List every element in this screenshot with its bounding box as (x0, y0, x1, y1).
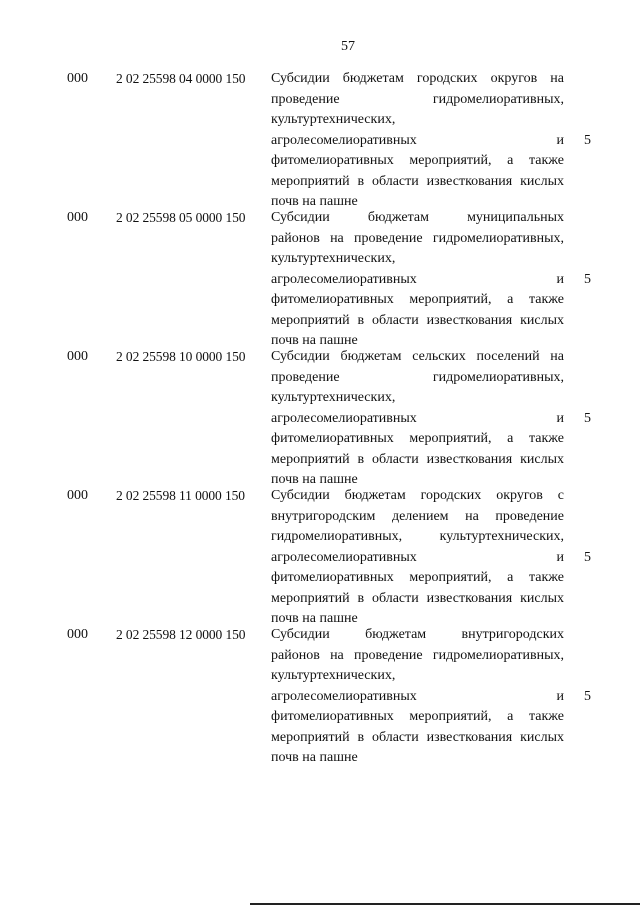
kbk-cell: 2 02 25598 12 0000 150 (116, 627, 246, 642)
description-line: почв на пашне (271, 333, 358, 348)
description-line: мероприятий в области известкования кислых (271, 173, 564, 189)
kbk-cell: 2 02 25598 11 0000 150 (116, 488, 245, 503)
kbk-cell: 2 02 25598 05 0000 150 (116, 210, 246, 225)
page-number: 57 (341, 39, 355, 54)
description-cell (271, 69, 564, 213)
description-line: фитомелиоративных мероприятий, а также (271, 709, 564, 724)
value-cell: 5 (584, 272, 591, 287)
description-line: культуртехнических, (271, 251, 396, 266)
description-line: Субсидии бюджетам внутригородских (271, 627, 564, 642)
code-cell: 000 (67, 349, 88, 364)
description-line: агролесомелиоративных и (271, 271, 564, 287)
code-cell: 000 (67, 488, 88, 503)
description-line: мероприятий в области известкования кислых (271, 312, 564, 328)
description-line: культуртехнических, (271, 668, 396, 683)
description-cell (271, 208, 564, 352)
description-line: внутригородским делением на проведение (271, 508, 564, 524)
description-line: агролесомелиоративных и (271, 132, 564, 148)
value-cell: 5 (584, 689, 591, 704)
code-cell: 000 (67, 210, 88, 225)
description-line: культуртехнических, (271, 390, 396, 405)
description-line: районов на проведение гидромелиоративных, (271, 230, 564, 246)
description-line: районов на проведение гидромелиоративных, (271, 647, 564, 663)
description-cell (271, 347, 564, 491)
description-line: Субсидии бюджетам сельских поселений на (271, 349, 564, 364)
description-cell (271, 486, 564, 630)
description-line: проведение гидромелиоративных, (271, 91, 564, 107)
description-line: проведение гидромелиоративных, (271, 369, 564, 385)
description-line: фитомелиоративных мероприятий, а также (271, 292, 564, 307)
description-line: Субсидии бюджетам муниципальных (271, 210, 564, 225)
description-line: мероприятий в области известкования кислых (271, 590, 564, 606)
description-line: почв на пашне (271, 611, 358, 626)
description-line: почв на пашне (271, 472, 358, 487)
kbk-cell: 2 02 25598 04 0000 150 (116, 71, 246, 86)
kbk-cell: 2 02 25598 10 0000 150 (116, 349, 246, 364)
description-line: агролесомелиоративных и (271, 688, 564, 704)
description-line: фитомелиоративных мероприятий, а также (271, 431, 564, 446)
description-line: Субсидии бюджетам городских округов с (271, 488, 564, 503)
description-line: почв на пашне (271, 750, 358, 765)
description-line: агролесомелиоративных и (271, 549, 564, 565)
description-line: почв на пашне (271, 194, 358, 209)
description-cell (271, 625, 564, 769)
description-line: мероприятий в области известкования кислых (271, 729, 564, 745)
description-line: гидромелиоративных, культуртехнических, (271, 529, 564, 544)
value-cell: 5 (584, 133, 591, 148)
description-line: Субсидии бюджетам городских округов на (271, 71, 564, 86)
description-line: фитомелиоративных мероприятий, а также (271, 153, 564, 168)
description-line: культуртехнических, (271, 112, 396, 127)
code-cell: 000 (67, 627, 88, 642)
value-cell: 5 (584, 411, 591, 426)
value-cell: 5 (584, 550, 591, 565)
description-line: агролесомелиоративных и (271, 410, 564, 426)
description-line: мероприятий в области известкования кислых (271, 451, 564, 467)
code-cell: 000 (67, 71, 88, 86)
description-line: фитомелиоративных мероприятий, а также (271, 570, 564, 585)
